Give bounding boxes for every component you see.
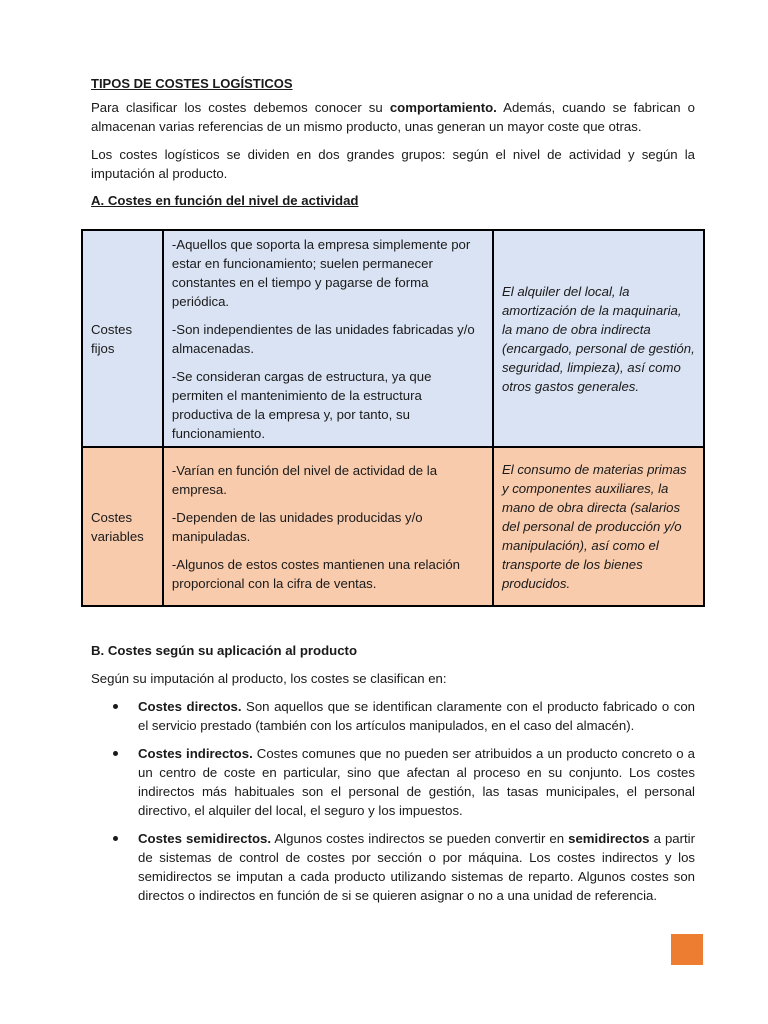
section-a-heading: A. Costes en función del nivel de actividad <box>91 193 359 208</box>
list-item-bold-term: semidirectos <box>568 831 650 846</box>
intro-paragraph-1 <box>91 98 695 136</box>
cost-types-list <box>91 697 695 905</box>
intro-paragraph-2: Los costes logísticos se dividen en dos grandes grupos: según el nivel de actividad y según la imputación al producto. <box>91 147 695 181</box>
section-b-intro: Según su imputación al producto, los costes se clasifican en: <box>91 671 447 686</box>
list-item-term: Costes semidirectos. <box>138 831 272 846</box>
row-label-text: Costes fijos <box>91 321 133 356</box>
page-title: TIPOS DE COSTES LOGÍSTICOS <box>91 76 293 91</box>
list-item-text: Costes comunes que no pueden ser atribuidos a un producto concreto o a un centro de coste en particular, sino que afectan al proceso en su conjunto. Los costes indirectos más habituales son el personal de gestión, las tasas municipales, el personal directivo, el alquiler del local, el seguro y los impuestos. <box>138 746 695 818</box>
costs-table <box>81 229 705 607</box>
section-b <box>91 641 695 905</box>
row-description-variable <box>163 447 493 606</box>
bullet-icon <box>113 704 118 709</box>
description-point: -Aquellos que soporta la empresa simplemente por estar en funcionamiento; suelen permanecer constantes en el tiempo y pagarse de forma periódica. <box>171 236 471 309</box>
list-item <box>91 744 695 820</box>
table-row-fixed-costs <box>82 230 704 447</box>
row-description-fixed <box>163 230 493 447</box>
list-item <box>91 697 695 735</box>
table-row-variable-costs <box>82 447 704 606</box>
row-examples-fixed: El alquiler del local, la amortización de la maquinaria, la mano de obra indirecta (encargado, personal de gestión, seguridad, limpieza), así como otros gastos generales. <box>493 230 704 447</box>
list-item <box>91 829 695 905</box>
list-item-text: Son aquellos que se identifican claramente con el producto fabricado o con el servicio prestado (también con los artículos manipulados, en el caso del almacén). <box>138 699 695 733</box>
row-label-text: Costes variables <box>91 509 144 544</box>
intro-bold-term: comportamiento. <box>389 100 497 115</box>
list-item-term: Costes indirectos. <box>138 746 253 761</box>
description-point: -Algunos de estos costes mantienen una relación proporcional con la cifra de ventas. <box>171 556 461 591</box>
description-point: -Se consideran cargas de estructura, ya que permiten el mantenimiento de la estructura productiva de la empresa y, por tanto, su funcionamiento. <box>171 368 432 441</box>
row-examples-variable: El consumo de materias primas y componentes auxiliares, la mano de obra directa (salarios del personal de producción y/o manipulación), así como el transporte de los bienes producidos. <box>493 447 704 606</box>
description-point: -Son independientes de las unidades fabricadas y/o almacenadas. <box>171 321 475 356</box>
intro-text: Para clasificar los costes debemos conocer su <box>91 100 390 115</box>
intro-text-continued: Además, cuando se fabrican o almacenan varias referencias de un mismo producto, unas generan un mayor coste que otras. <box>91 100 695 134</box>
description-point: -Varían en función del nivel de actividad de la empresa. <box>171 462 438 497</box>
list-item-text-continued: a partir de sistemas de control de costes por sección o por máquina. Los costes indirectos y los semidirectos se imputan a cada producto utilizando sistemas de reparto. Algunos costes son directos o indirectos en función de si se quieren asignar o no a una unidad de referencia. <box>138 831 695 903</box>
list-item-term: Costes directos. <box>138 699 242 714</box>
page-corner-marker <box>671 934 703 965</box>
bullet-icon <box>113 751 118 756</box>
row-label-fixed <box>82 230 163 447</box>
list-item-text: Algunos costes indirectos se pueden convertir en <box>271 831 569 846</box>
section-b-heading: B. Costes según su aplicación al producto <box>91 643 357 658</box>
row-label-variable <box>82 447 163 606</box>
description-point: -Dependen de las unidades producidas y/o manipuladas. <box>171 509 423 544</box>
document-body <box>91 76 695 210</box>
bullet-icon <box>113 836 118 841</box>
